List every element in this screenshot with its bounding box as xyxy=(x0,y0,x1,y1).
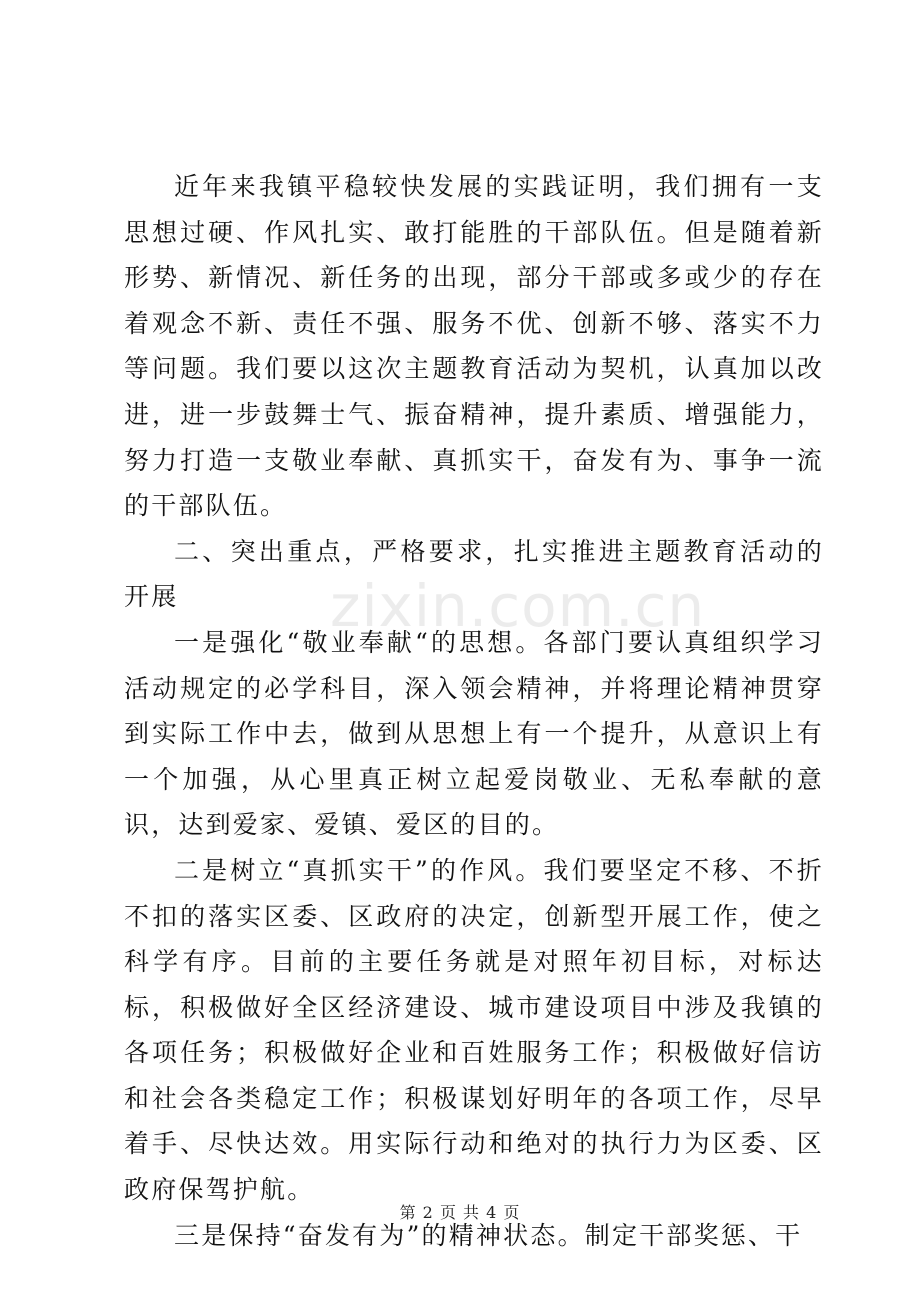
section-heading: 二、突出重点，严格要求，扎实推进主题教育活动的开展 xyxy=(124,536,824,612)
document-body xyxy=(124,164,824,1258)
paragraph-point-one: 一是强化“敬业奉献“的思想。各部门要认真组织学习活动规定的必学科目，深入领会精神，并将理论精神贯穿到实际工作中去，做到从思想上有一个提升，从意识上有一个加强，从心里真正树立起爱岗敬业、无私奉献的意识，达到爱家、爱镇、爱区的目的。 xyxy=(124,627,824,840)
paragraph-intro: 近年来我镇平稳较快发展的实践证明，我们拥有一支思想过硬、作风扎实、敢打能胜的干部队伍。但是随着新形势、新情况、新任务的出现，部分干部或多或少的存在着观念不新、责任不强、服务不优、创新不够、落实不力等问题。我们要以这次主题教育活动为契机，认真加以改进，进一步鼓舞士气、振奋精神，提升素质、增强能力，努力打造一支敬业奉献、真抓实干，奋发有为、事争一流的干部队伍。 xyxy=(124,172,824,521)
watermark: zixin.com.cn xyxy=(330,572,706,640)
paragraph-point-three: 三是保持“奋发有为”的精神状态。制定干部奖惩、干 xyxy=(174,1220,803,1250)
paragraph-point-two: 二是树立“真抓实干”的作风。我们要坚定不移、不折不扣的落实区委、区政府的决定，创新型开展工作，使之科学有序。目前的主要任务就是对照年初目标，对标达标，积极做好全区经济建设、城市建设项目中涉及我镇的各项任务；积极做好企业和百姓服务工作；积极做好信访和社会各类稳定工作；积极谋划好明年的各项工作，尽早着手、尽快达效。用实际行动和绝对的执行力为区委、区政府保驾护航。 xyxy=(124,855,824,1205)
page-footer: 第 2 页 共 4 页 xyxy=(399,1203,521,1222)
